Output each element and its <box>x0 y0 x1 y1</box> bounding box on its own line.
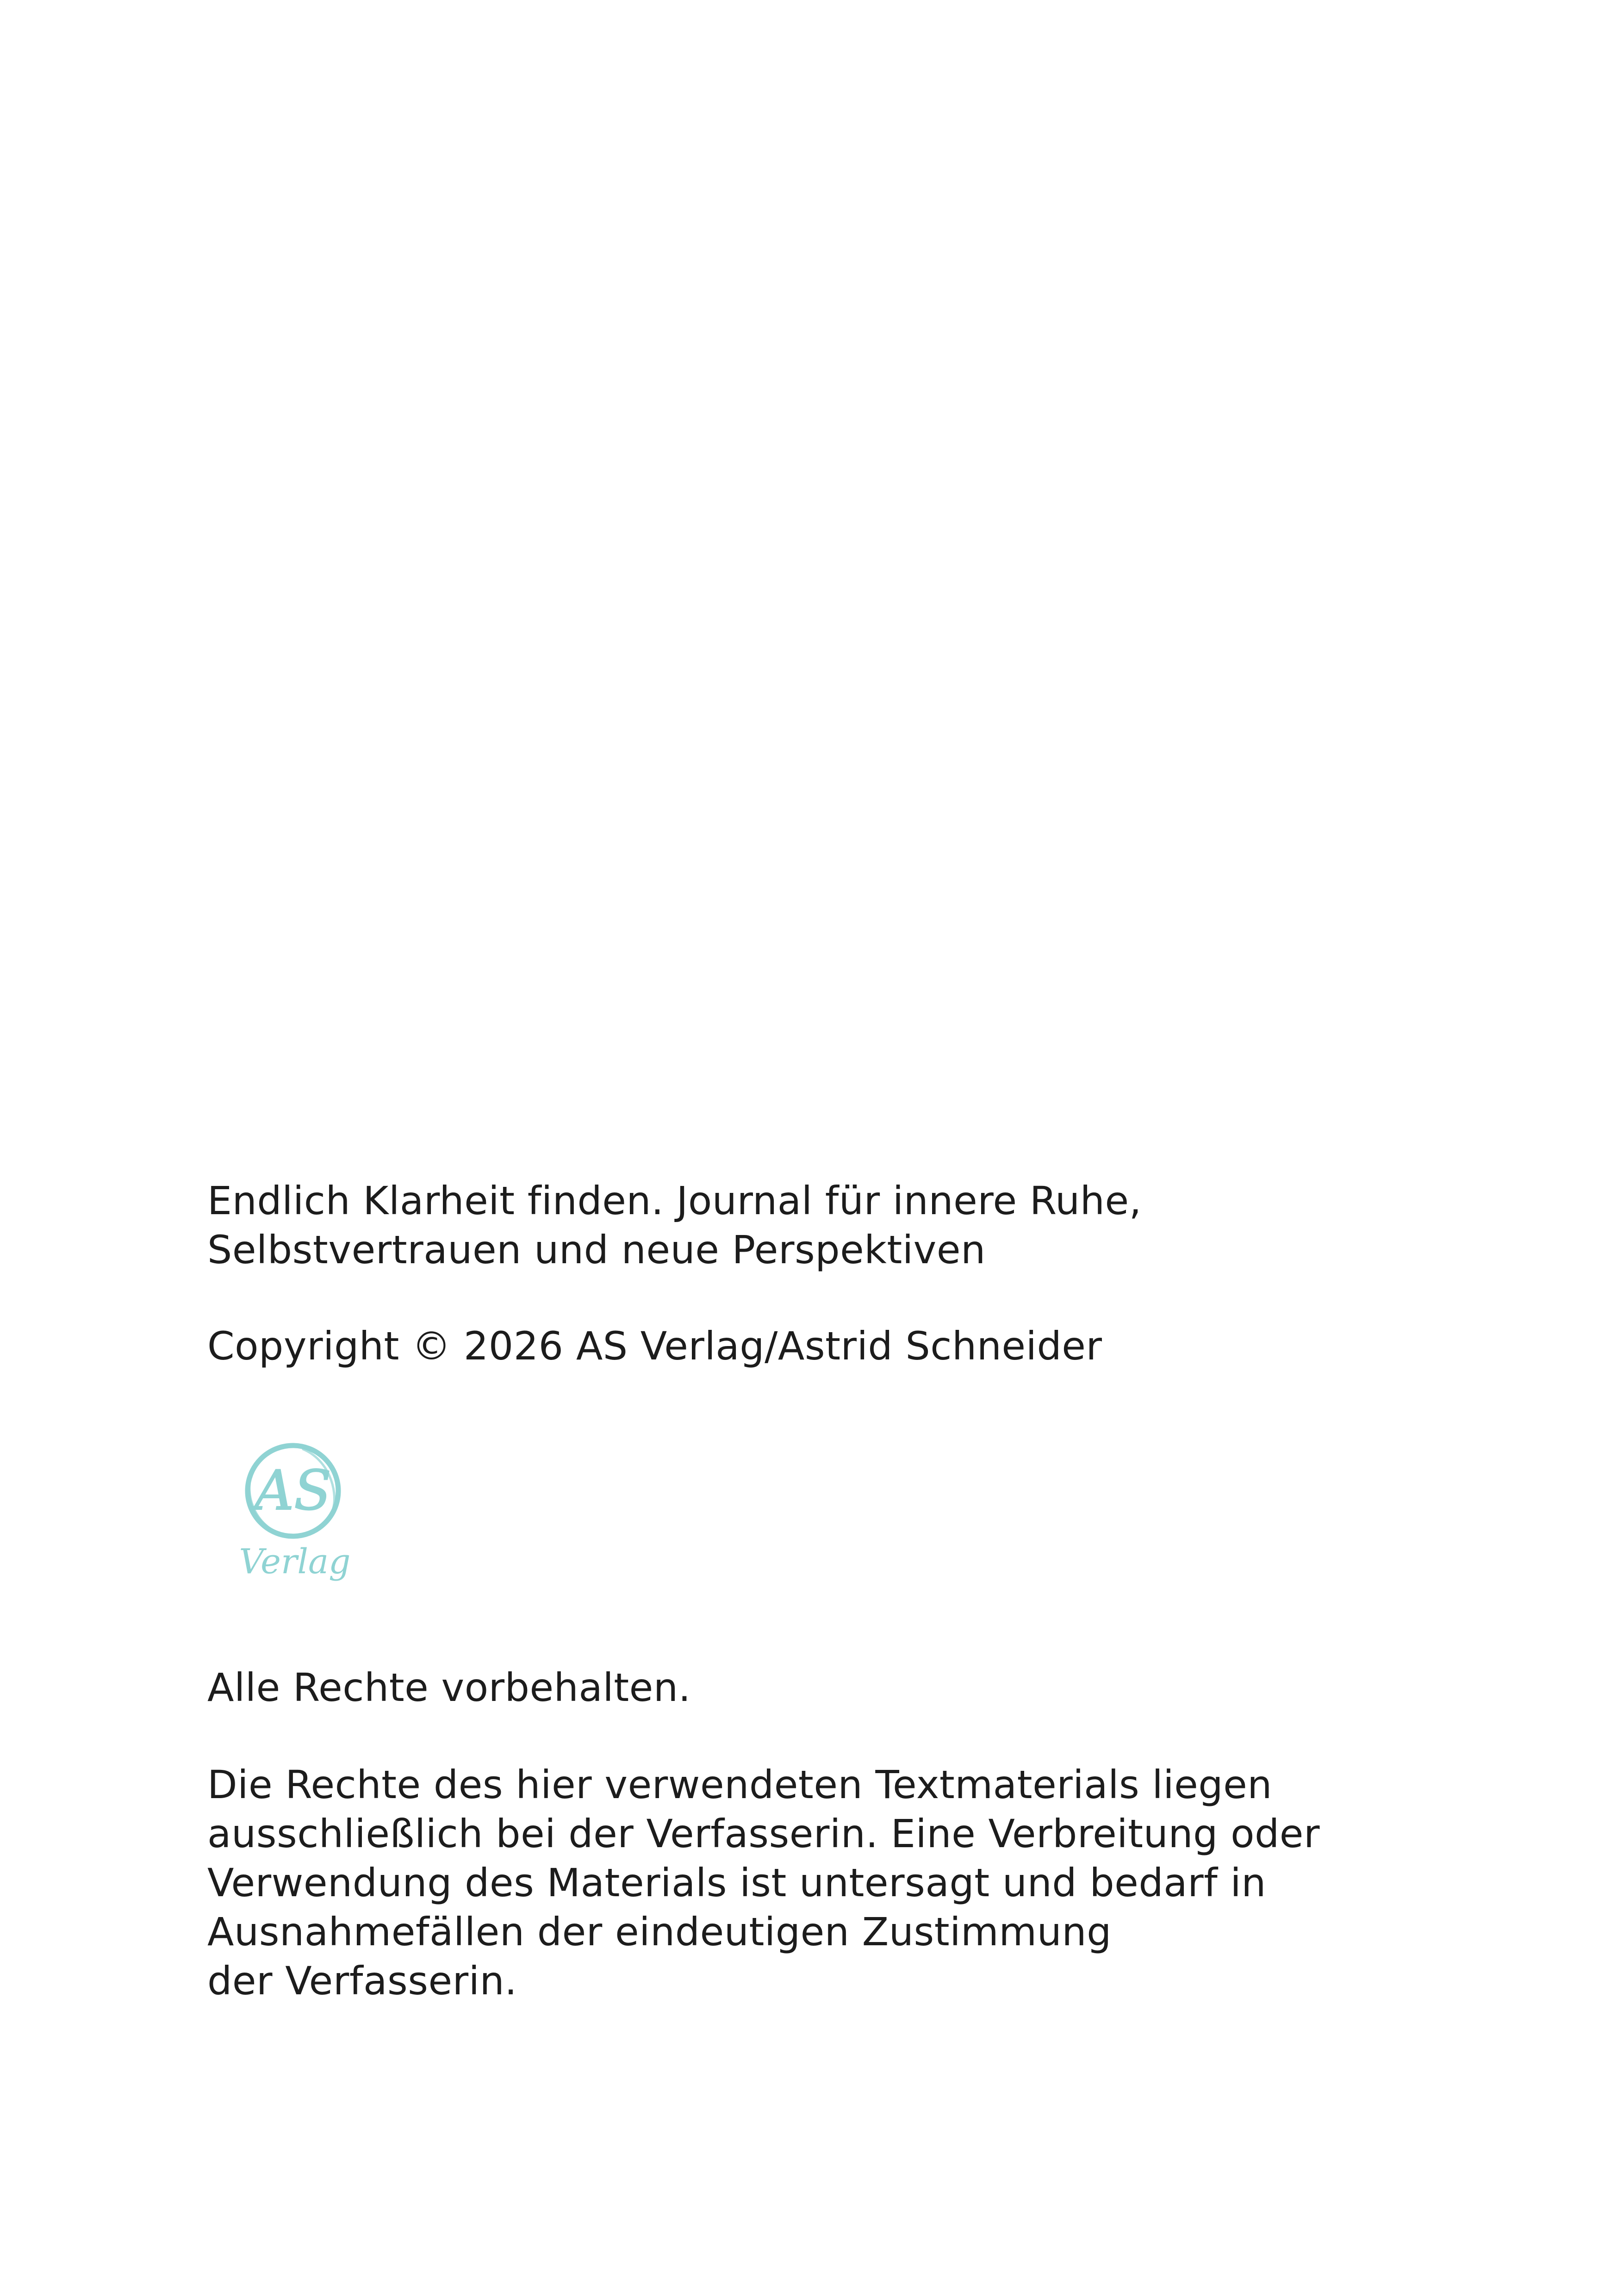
copyright-notice: Copyright © 2026 AS Verlag/Astrid Schneider <box>207 1323 1102 1369</box>
rights-reserved: Alle Rechte vorbehalten. <box>207 1665 691 1710</box>
legal-notice <box>207 1760 1320 2005</box>
legal-notice-line: Verwendung des Materials ist untersagt und bedarf in <box>207 1860 1267 1905</box>
book-title <box>207 1176 1142 1274</box>
legal-notice-line: der Verfasserin. <box>207 1958 517 2004</box>
logo-wordmark: Verlag <box>239 1542 351 1582</box>
book-title-line: Endlich Klarheit finden. Journal für innere Ruhe, <box>207 1178 1142 1223</box>
logo-monogram: AS <box>254 1458 332 1522</box>
legal-notice-line: Die Rechte des hier verwendeten Textmaterials liegen <box>207 1762 1273 1807</box>
publisher-logo-icon <box>234 1439 359 1587</box>
legal-notice-line: Ausnahmefällen der eindeutigen Zustimmung <box>207 1909 1112 1955</box>
legal-notice-line: ausschließlich bei der Verfasserin. Eine Verbreitung oder <box>207 1811 1320 1856</box>
book-title-line: Selbstvertrauen und neue Perspektiven <box>207 1227 986 1272</box>
